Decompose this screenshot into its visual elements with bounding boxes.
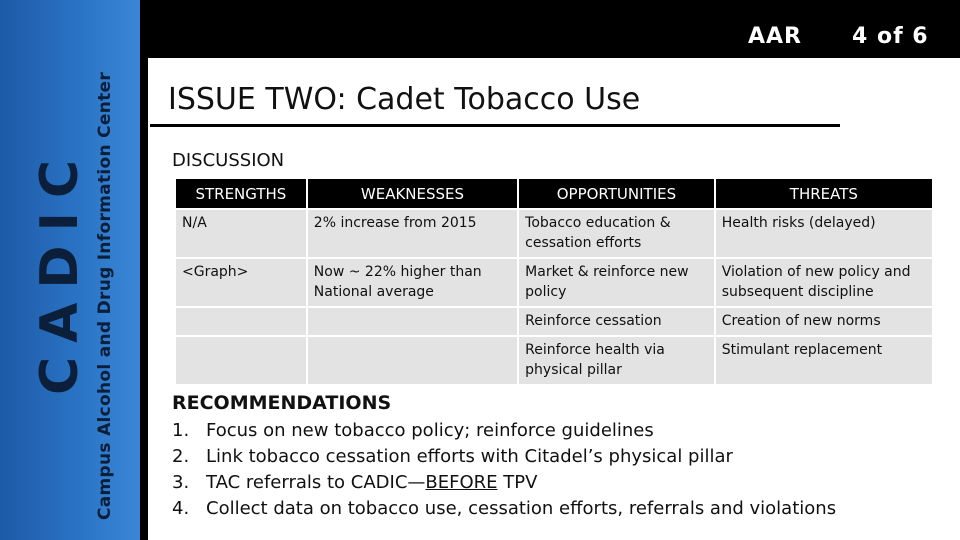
table-row (176, 210, 932, 257)
header-band (140, 0, 960, 56)
list-text: Focus on new tobacco policy; reinforce guidelines (206, 420, 654, 441)
table-row (176, 308, 932, 335)
list-number: 2. (172, 446, 190, 467)
table-cell: Health risks (delayed) (716, 210, 932, 257)
page-indicator: 4 of 6 (852, 24, 929, 49)
table-row (176, 337, 932, 384)
page-title: ISSUE TWO: Cadet Tobacco Use (168, 82, 641, 117)
table-cell: Creation of new norms (716, 308, 932, 335)
left-divider (140, 56, 148, 540)
list-text: TAC referrals to CADIC— (206, 472, 426, 493)
table-cell: Stimulant replacement (716, 337, 932, 384)
table-cell: Reinforce health via physical pillar (519, 337, 714, 384)
list-number: 3. (172, 472, 190, 493)
top-divider (140, 52, 960, 58)
column-header: THREATS (716, 179, 932, 208)
table-cell (176, 308, 306, 335)
list-item (172, 496, 836, 522)
table-cell (176, 337, 306, 384)
list-text: Link tobacco cessation efforts with Citadel’s physical pillar (206, 446, 733, 467)
recommendations-title: RECOMMENDATIONS (172, 392, 392, 414)
list-item (172, 418, 836, 444)
title-underline (150, 124, 840, 127)
table-cell: <Graph> (176, 259, 306, 306)
sidebar-banner (0, 0, 140, 540)
list-text-underlined: BEFORE (425, 472, 498, 493)
sidebar-rotated-text (0, 0, 140, 540)
table-cell: Now ~ 22% higher than National average (308, 259, 517, 306)
list-item (172, 444, 836, 470)
table-cell (308, 308, 517, 335)
brand-subtitle: Campus Alcohol and Drug Information Center (95, 71, 115, 520)
table-header-row (176, 179, 932, 208)
table-cell: Violation of new policy and subsequent discipline (716, 259, 932, 306)
table-cell: Reinforce cessation (519, 308, 714, 335)
discussion-label: DISCUSSION (172, 150, 285, 171)
swot-table (174, 177, 934, 386)
table-cell (308, 337, 517, 384)
table-row (176, 259, 932, 306)
column-header: OPPORTUNITIES (519, 179, 714, 208)
list-item (172, 470, 836, 496)
column-header: WEAKNESSES (308, 179, 517, 208)
list-text: TPV (497, 472, 538, 493)
list-number: 1. (172, 420, 190, 441)
list-text: Collect data on tobacco use, cessation efforts, referrals and violations (206, 498, 837, 519)
brand-logo-text: CADIC (30, 145, 90, 395)
table-cell: Market & reinforce new policy (519, 259, 714, 306)
recommendations-list (172, 418, 836, 522)
column-header: STRENGTHS (176, 179, 306, 208)
table-cell: Tobacco education & cessation efforts (519, 210, 714, 257)
table-cell: 2% increase from 2015 (308, 210, 517, 257)
list-number: 4. (172, 498, 190, 519)
table-cell: N/A (176, 210, 306, 257)
section-label: AAR (748, 24, 802, 49)
